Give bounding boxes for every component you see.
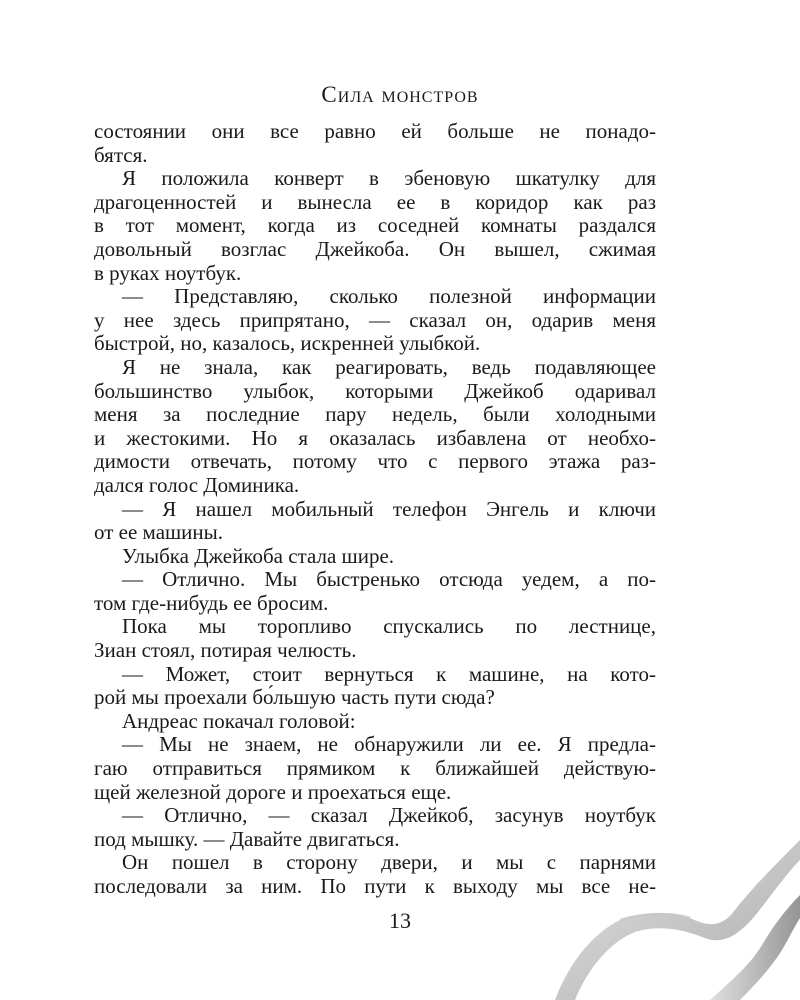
text-line: последовали за ним. По пути к выходу мы все не- — [94, 874, 656, 898]
text-line: Он пошел в сторону двери, и мы с парнями — [122, 850, 656, 875]
text-line: — Я нашел мобильный телефон Энгель и ключи — [122, 496, 656, 521]
text-line: Пока мы торопливо спускались по лестнице, — [122, 614, 656, 639]
text-line: состоянии они все равно ей больше не понадо- — [94, 119, 656, 143]
text-line: димости отвечать, потому что с первого этажа раз- — [94, 449, 656, 474]
text-line: в руках ноутбук. — [94, 260, 242, 285]
text-line: Андреас покачал головой: — [122, 708, 356, 733]
text-line: от ее машины. — [94, 520, 224, 545]
text-line: Я положила конверт в эбеновую шкатулку для — [122, 166, 656, 191]
text-line: под мышку. — Давайте двигаться. — [94, 826, 400, 851]
text-line: Улыбка Джейкоба стала шире. — [122, 543, 395, 568]
text-line: и жестокими. Но я оказалась избавлена от необхо- — [94, 425, 656, 450]
body-text — [94, 120, 656, 899]
page-number: 13 — [389, 908, 411, 933]
text-line: Я не знала, как реагировать, ведь подавляющее — [122, 354, 656, 379]
text-line: бятся. — [94, 142, 148, 167]
text-line: большинство улыбок, которыми Джейкоб одаривал — [94, 378, 656, 403]
text-line: — Представляю, сколько полезной информации — [122, 284, 656, 309]
text-line: в тот момент, когда из соседней комнаты раздался — [94, 213, 656, 238]
text-line: щей железной дороге и проехаться еще. — [94, 779, 452, 804]
text-line: — Мы не знаем, не обнаружили ли ее. Я предла- — [122, 732, 656, 757]
text-line: рой мы проехали бо́льшую часть пути сюда? — [94, 685, 495, 710]
decorative-swirl — [500, 800, 800, 1000]
text-line: быстрой, но, казалось, искренней улыбкой. — [94, 331, 481, 356]
text-line: — Отлично, — сказал Джейкоб, засунув ноутбук — [122, 803, 656, 828]
text-line: гаю отправиться прямиком к ближайшей действую- — [94, 756, 656, 781]
text-line: — Может, стоит вернуться к машине, на кото- — [122, 661, 656, 686]
text-line: том где-нибудь ее бросим. — [94, 590, 329, 615]
text-line: драгоценностей и вынесла ее в коридор как раз — [94, 189, 656, 214]
running-head: Сила монстров — [321, 82, 479, 107]
text-line: меня за последние пару недель, были холодными — [94, 402, 656, 427]
text-line: — Отлично. Мы быстренько отсюда уедем, а по- — [122, 567, 656, 592]
text-line: довольный возглас Джейкоба. Он вышел, сжимая — [94, 236, 656, 261]
text-line: у нее здесь припрятано, — сказал он, одарив меня — [94, 307, 656, 332]
text-line: дался голос Доминика. — [94, 472, 300, 497]
text-line: Зиан стоял, потирая челюсть. — [94, 638, 357, 663]
